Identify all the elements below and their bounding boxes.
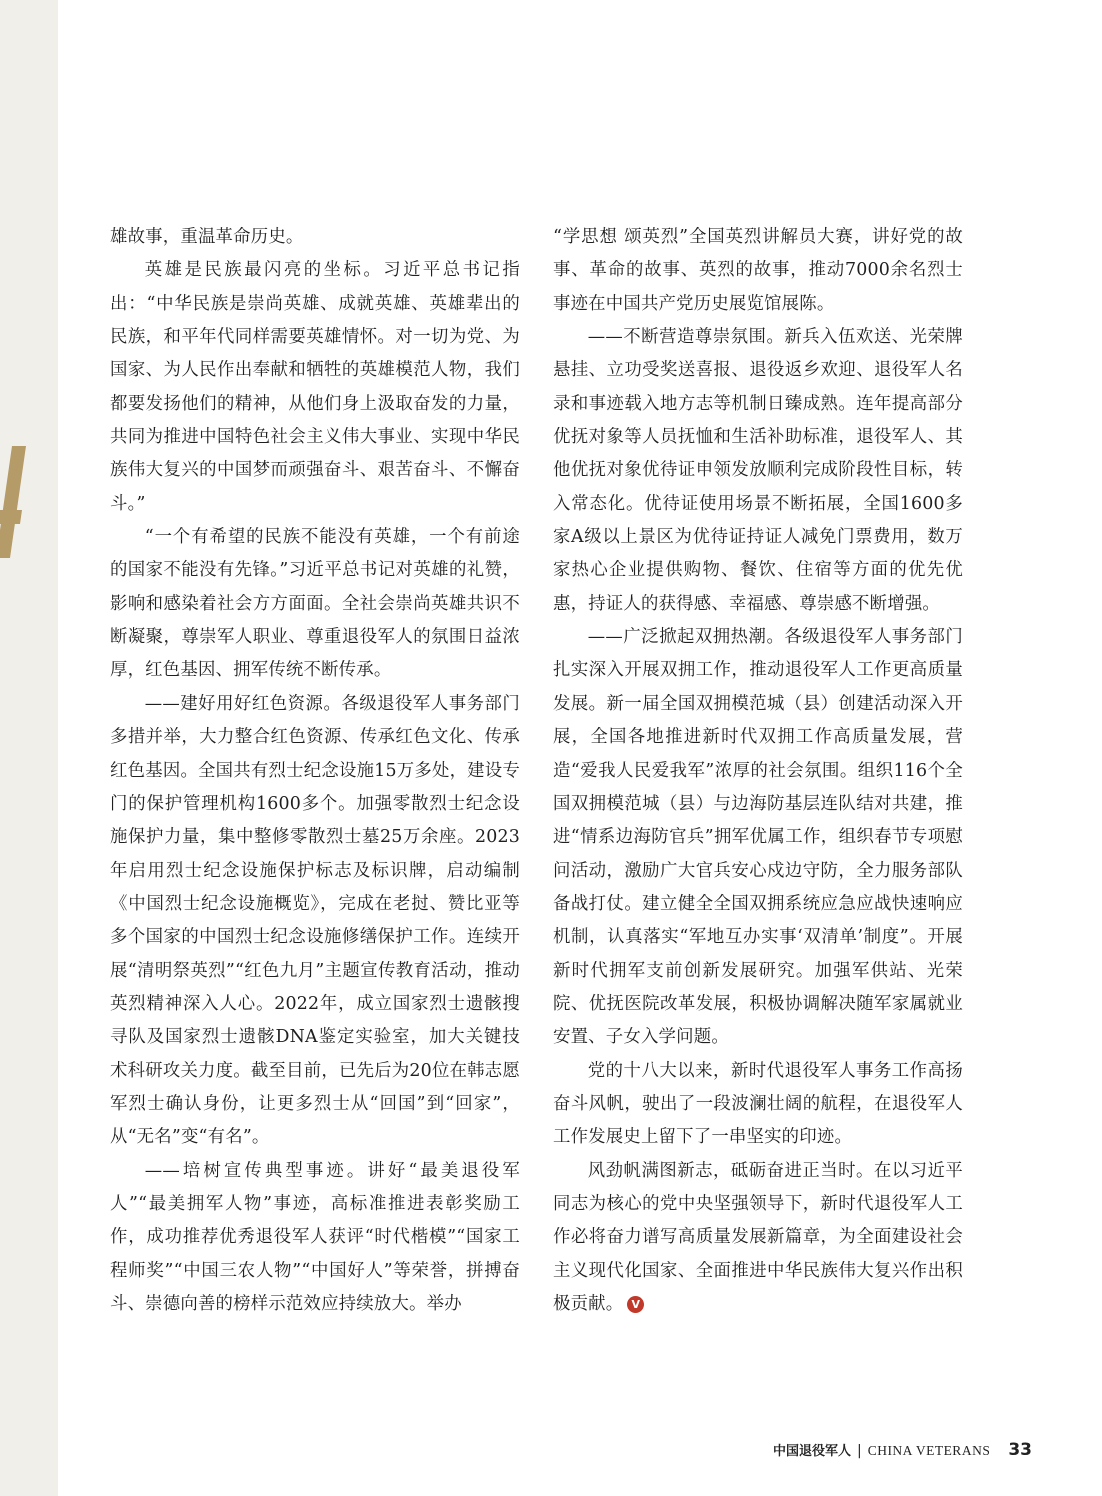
end-mark-icon: V (627, 1296, 644, 1313)
paragraph-text: 风劲帆满图新志，砥砺奋进正当时。在以习近平同志为核心的党中央坚强领导下，新时代退役军人工作必将奋力谱写高质量发展新篇章，为全面建设社会主义现代化国家、全面推进中华民族伟大复兴作出积极贡献。 (553, 1160, 963, 1314)
paragraph: 英雄是民族最闪亮的坐标。习近平总书记指出：“中华民族是崇尚英雄、成就英雄、英雄辈出的民族，和平年代同样需要英雄情怀。对一切为党、为国家、为人民作出奉献和牺牲的英雄模范人物，我们都要发扬他们的精神，从他们身上汲取奋发的力量，共同为推进中国特色社会主义伟大事业、实现中华民族伟大复兴的中国梦而顽强奋斗、艰苦奋斗、不懈奋斗。” (110, 260, 520, 514)
magazine-name-cn: 中国退役军人 (772, 1444, 851, 1459)
paragraph: ——培树宣传典型事迹。讲好“最美退役军人”“最美拥军人物”事迹，高标准推进表彰奖励工作，成功推荐优秀退役军人获评“时代楷模”“国家工程师奖”“中国三农人物”“中国好人”等荣誉，拼搏奋斗、崇德向善的榜样示范效应持续放大。举办 (110, 1160, 520, 1314)
decorative-numeral (0, 440, 28, 560)
page-footer (773, 1440, 1032, 1460)
page-number: 33 (1008, 1440, 1032, 1460)
margin-strip (0, 0, 58, 1496)
left-column (110, 221, 520, 1321)
paragraph: “学思想 颂英烈”全国英烈讲解员大赛，讲好党的故事、革命的故事、英烈的故事，推动7000余名烈士事迹在中国共产党历史展览馆展陈。 (553, 227, 963, 314)
paragraph: ——建好用好红色资源。各级退役军人事务部门多措并举，大力整合红色资源、传承红色文化、传承红色基因。全国共有烈士纪念设施15万多处，建设专门的保护管理机构1600多个。加强零散烈士纪念设施保护力量，集中整修零散烈士墓25万余座。2023年启用烈士纪念设施保护标志及标识牌，启动编制《中国烈士纪念设施概览》，完成在老挝、赞比亚等多个国家的中国烈士纪念设施修缮保护工作。连续开展“清明祭英烈”“红色九月”主题宣传教育活动，推动英烈精神深入人心。2022年，成立国家烈士遗骸搜寻队及国家烈士遗骸DNA鉴定实验室，加大关键技术科研攻关力度。截至目前，已先后为20位在韩志愿军烈士确认身份，让更多烈士从“回国”到“回家”，从“无名”变“有名”。 (110, 693, 520, 1148)
right-column (553, 221, 963, 1321)
paragraph: 雄故事，重温革命历史。 (110, 227, 304, 247)
paragraph: ——广泛掀起双拥热潮。各级退役军人事务部门扎实深入开展双拥工作，推动退役军人工作更高质量发展。新一届全国双拥模范城（县）创建活动深入开展，全国各地推进新时代双拥工作高质量发展，营造“爱我人民爱我军”浓厚的社会氛围。组织116个全国双拥模范城（县）与边海防基层连队结对共建，推进“情系边海防官兵”拥军优属工作，组织春节专项慰问活动，激励广大官兵安心戍边守防，全力服务部队备战打仗。建立健全全国双拥系统应急应战快速响应机制，认真落实“军地互办实事‘双清单’制度”。开展新时代拥军支前创新发展研究。加强军供站、光荣院、优抚医院改革发展，积极协调解决随军家属就业安置、子女入学问题。 (553, 627, 963, 1048)
final-paragraph (553, 1155, 963, 1322)
paragraph: 党的十八大以来，新时代退役军人事务工作高扬奋斗风帆，驶出了一段波澜壮阔的航程，在退役军人工作发展史上留下了一串坚实的印迹。 (553, 1060, 963, 1148)
footer-separator: | (856, 1443, 862, 1459)
paragraph: “一个有希望的民族不能没有英雄，一个有前途的国家不能没有先锋。”习近平总书记对英雄的礼赞，影响和感染着社会方方面面。全社会崇尚英雄共识不断凝聚，尊崇军人职业、尊重退役军人的氛围日益浓厚，红色基因、拥军传统不断传承。 (110, 527, 520, 681)
paragraph: ——不断营造尊崇氛围。新兵入伍欢送、光荣牌悬挂、立功受奖送喜报、退役返乡欢迎、退役军人名录和事迹载入地方志等机制日臻成熟。连年提高部分优抚对象等人员抚恤和生活补助标准，退役军人、其他优抚对象优待证申领发放顺利完成阶段性目标，转入常态化。优待证使用场景不断拓展，全国1600多家A级以上景区为优待证持证人减免门票费用，数万家热心企业提供购物、餐饮、住宿等方面的优先优惠，持证人的获得感、幸福感、尊崇感不断增强。 (553, 327, 963, 614)
magazine-name-en: CHINA VETERANS (867, 1443, 991, 1458)
